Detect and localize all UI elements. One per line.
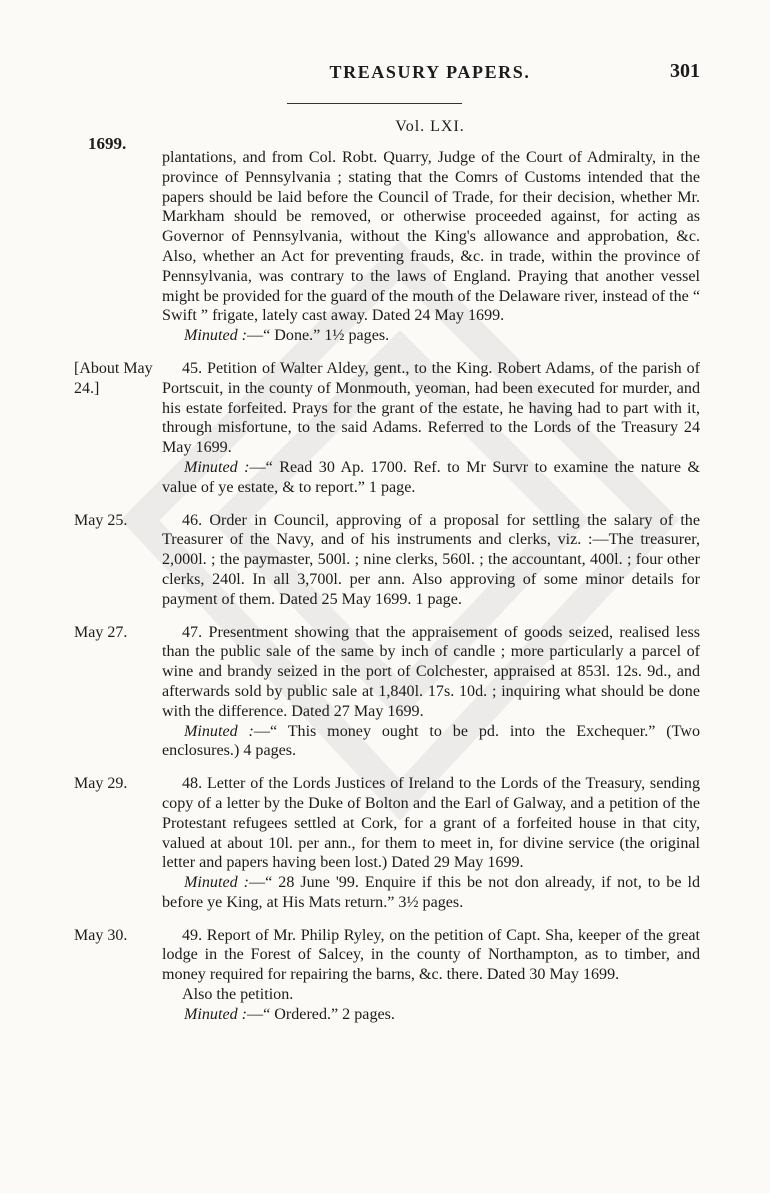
page-header bbox=[160, 62, 700, 92]
entry-48 bbox=[74, 774, 700, 913]
entry-49 bbox=[74, 926, 700, 1025]
minute-line bbox=[162, 873, 700, 913]
entry-date: May 30. bbox=[74, 926, 128, 944]
entry-date: May 25. bbox=[74, 511, 128, 529]
minute-text: —“ 28 June '99. Enquire if this be not don already, if not, to be ld before ye King, at His Mats return.” 3½ pages. bbox=[162, 874, 700, 911]
minute-label: Minuted : bbox=[184, 458, 250, 476]
minute-label: Minuted : bbox=[184, 327, 248, 345]
entry-text: 49. Report of Mr. Philip Ryley, on the petition of Capt. Sha, keeper of the great lodge in the Forest of Salcey, in the county of Northampton, as to timber, and money required for repairing the barns, &c. there. Dated 30 May 1699. bbox=[162, 926, 700, 984]
entry-date: May 27. bbox=[74, 623, 128, 641]
continued-entry bbox=[162, 148, 700, 346]
minute-text: —“ This money ought to be pd. into the Exchequer.” (Two enclosures.) 4 pages. bbox=[162, 722, 700, 760]
minute-label: Minuted : bbox=[184, 874, 250, 892]
entry-text: 45. Petition of Walter Aldey, gent., to the King. Robert Adams, of the parish of Portscuit, in the county of Monmouth, yeoman, had been executed for murder, and his estate forfeited. Prays for the grant of the estate, he having had to part with it, through misfortune, to the said Adams. Referred to the Lords of the Treasury 24 May 1699. bbox=[162, 359, 700, 457]
page-number: 301 bbox=[670, 60, 700, 82]
entry-text: 48. Letter of the Lords Justices of Ireland to the Lords of the Treasury, sending copy of a letter by the Duke of Bolton and the Earl of Galway, and a petition of the Protestant refugees settled at Cork, for a grant of a forfeited house in that city, valued at about 10l. per ann., for them to meet in, for divine service (the original letter and papers having been lost.) Dated 29 May 1699. bbox=[162, 775, 700, 872]
entry-47 bbox=[74, 623, 700, 762]
minute-line bbox=[162, 722, 700, 762]
year-marginal: 1699. bbox=[88, 134, 127, 153]
minute-text: —“ Read 30 Ap. 1700. Ref. to Mr Survr to examine the nature & value of ye estate, & to report.” 1 page. bbox=[162, 458, 701, 496]
header-rule bbox=[287, 103, 462, 104]
running-title: TREASURY PAPERS. bbox=[329, 62, 531, 82]
minute-line bbox=[162, 326, 700, 346]
minute-label: Minuted : bbox=[184, 722, 254, 740]
volume-heading: Vol. LXI. bbox=[395, 118, 465, 135]
entry-date: May 29. bbox=[74, 775, 128, 793]
entry-46 bbox=[74, 511, 700, 610]
minute-text: —“ Ordered.” 2 pages. bbox=[247, 1005, 395, 1023]
entry-note: Also the petition. bbox=[182, 986, 294, 1004]
minute-line bbox=[162, 458, 700, 498]
entry-date: [About May 24.] bbox=[74, 359, 153, 397]
minute-line bbox=[162, 1005, 700, 1025]
minute-text: —“ Done.” 1½ pages. bbox=[247, 327, 390, 345]
entry-text: 46. Order in Council, approving of a proposal for settling the salary of the Treasurer of the Navy, and of his instruments and clerks, viz. :—The treasurer, 2,000l. ; the paymaster, 500l. ; nine clerks, 560l. ; the accountant, 400l. ; four other clerks, 240l. In all 3,700l. per ann. Also approving of some minor details for payment of them. Dated 25 May 1699. 1 page. bbox=[162, 511, 700, 608]
entry-45 bbox=[74, 359, 701, 498]
entry-text: 47. Presentment showing that the appraisement of goods seized, realised less than the public sale of the same by inch of candle ; more particularly a parcel of wine and brandy seized in the port of Colchester, appraised at 853l. 12s. 9d., and afterwards sold by public sale at 1,840l. 17s. 10d. ; inquiring what should be done with the difference. Dated 27 May 1699. bbox=[162, 623, 700, 720]
entries-column bbox=[74, 148, 701, 1025]
minute-label: Minuted : bbox=[184, 1005, 248, 1023]
entry-text: plantations, and from Col. Robt. Quarry, Judge of the Court of Admiralty, in the province of Pennsylvania ; stating that the Comrs of Customs intended that the papers should be laid before the Council of Trade, for their decision, whether Mr. Markham should be removed, or otherwise proceeded against, for acting as Governor of Pennsylvania, without the King's allowance and approbation, &c. Also, whether an Act for preventing frauds, &c. in trade, within the province of Pennsylvania, was contrary to the laws of England. Praying that another vessel might be provided for the guard of the mouth of the Delaware river, instead of the “ Swift ” frigate, lately cast away. Dated 24 May 1699. bbox=[162, 149, 700, 325]
